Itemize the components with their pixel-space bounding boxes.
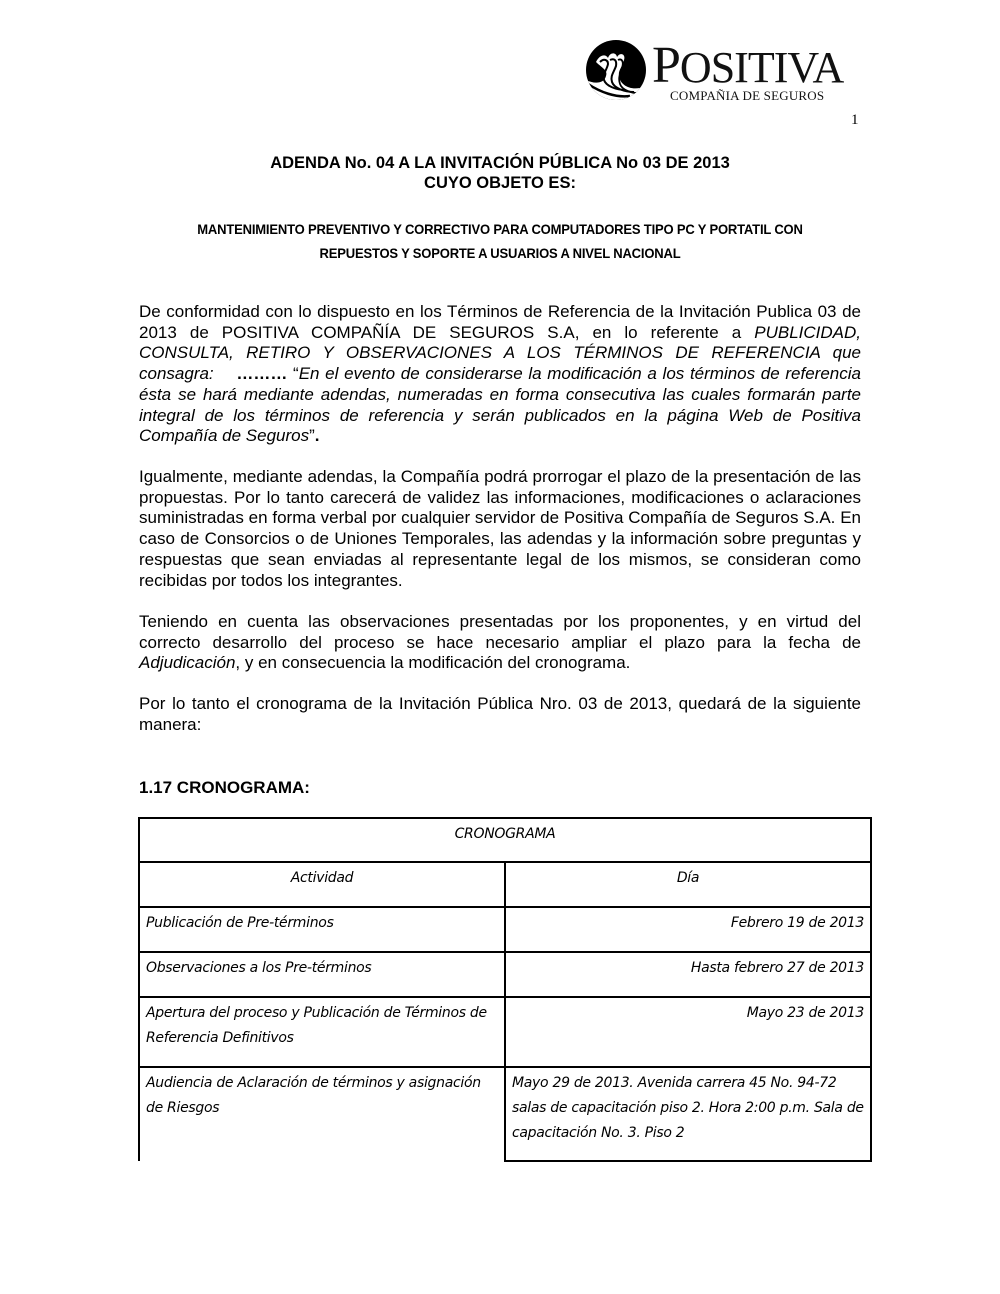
p3-lead: Teniendo en cuenta las observaciones presentadas por los proponentes, y en virtud del correcto desarrollo del proceso se hace necesario ampliar el plazo para la fecha de: [139, 612, 861, 652]
document-title: [140, 153, 860, 193]
p3-tail: , y en consecuencia la modificación del cronograma.: [235, 653, 631, 673]
paragraph-cronograma-intro: Por lo tanto el cronograma de la Invitación Pública Nro. 03 de 2013, quedará de la siguiente manera:: [139, 694, 861, 734]
brand-rest: OSITIVA: [679, 43, 844, 92]
title-line-2: CUYO OBJETO ES:: [424, 174, 576, 192]
brand-tagline: COMPAÑIA DE SEGUROS: [670, 88, 825, 103]
table-row: [139, 952, 871, 997]
cell-actividad: Audiencia de Aclaración de términos y asignación de Riesgos: [139, 1067, 505, 1161]
cell-actividad: Apertura del proceso y Publicación de Términos de Referencia Definitivos: [139, 997, 505, 1067]
table-row: [139, 997, 871, 1067]
paragraph-conformidad: [139, 302, 861, 447]
cell-actividad: Observaciones a los Pre-términos: [139, 952, 505, 997]
table-title-row: [139, 818, 871, 862]
subject-line-2: REPUESTOS Y SOPORTE A USUARIOS A NIVEL NACIONAL: [319, 245, 681, 261]
cell-dia: Febrero 19 de 2013: [505, 907, 871, 952]
subject-line-1: MANTENIMIENTO PREVENTIVO Y CORRECTIVO PARA COMPUTADORES TIPO PC Y PORTATIL CON: [197, 221, 803, 237]
table-header-row: [139, 862, 871, 907]
p1-lead: De conformidad con lo dispuesto en los Términos de Referencia de la Invitación Publica 03 de 2013 de POSITIVA COMPAÑÍA DE SEGUROS S.A, en lo referente a: [139, 302, 861, 342]
column-header-dia: Día: [505, 862, 871, 907]
cronograma-table: [138, 817, 872, 1162]
brand-initial: P: [652, 37, 680, 94]
cell-dia: Mayo 29 de 2013. Avenida carrera 45 No. 94-72 salas de capacitación piso 2. Hora 2:00 p.m. Sala de capacitación No. 3. Piso 2: [505, 1067, 871, 1161]
positiva-wave-emblem-icon: [586, 40, 646, 100]
section-heading-cronograma: 1.17 CRONOGRAMA:: [139, 778, 310, 797]
column-header-actividad: Actividad: [139, 862, 505, 907]
cell-actividad: Publicación de Pre-términos: [139, 907, 505, 952]
p1-quote: En el evento de considerarse la modificación a los términos de referencia ésta se hará mediante adendas, numeradas en forma consecutiva las cuales formarán parte integral de los términos de referencia y serán publicados en la página Web de Positiva Compañía de Seguros: [139, 364, 861, 446]
paragraph-observaciones: [139, 612, 861, 674]
p1-quote-close: ”: [309, 426, 315, 446]
cell-dia: Mayo 23 de 2013: [505, 997, 871, 1067]
brand-wordmark: [652, 37, 844, 94]
p1-quote-open: “: [293, 364, 299, 384]
table-row: [139, 907, 871, 952]
paragraph-adendas: Igualmente, mediante adendas, la Compañía podrá prorrogar el plazo de la presentación de las propuestas. Por lo tanto carecerá de validez las informaciones, modificaciones o aclaraciones suministradas en forma verbal por cualquier servidor de Positiva Compañía de Seguros S.A. En caso de Consorcios o de Uniones Temporales, las adendas y la información sobre preguntas y respuestas que sean enviadas al representante legal de los mismos, se consideran como recibidas por todos los integrantes.: [139, 467, 861, 590]
title-line-1: ADENDA No. 04 A LA INVITACIÓN PÚBLICA No 03 DE 2013: [270, 154, 730, 172]
table-title: CRONOGRAMA: [139, 818, 871, 862]
page-number: 1: [851, 112, 859, 128]
table-row: [139, 1067, 871, 1161]
p1-reference: PUBLICIDAD, CONSULTA, RETIRO Y OBSERVACIONES A LOS TÉRMINOS DE REFERENCIA que consagra:: [139, 322, 861, 384]
document-subject: [147, 217, 854, 265]
p3-adjudicacion: Adjudicación: [139, 653, 236, 673]
positiva-logo: [586, 37, 844, 106]
p1-end: .: [314, 426, 320, 446]
p1-dots: ………: [236, 364, 288, 384]
cell-dia: Hasta febrero 27 de 2013: [505, 952, 871, 997]
